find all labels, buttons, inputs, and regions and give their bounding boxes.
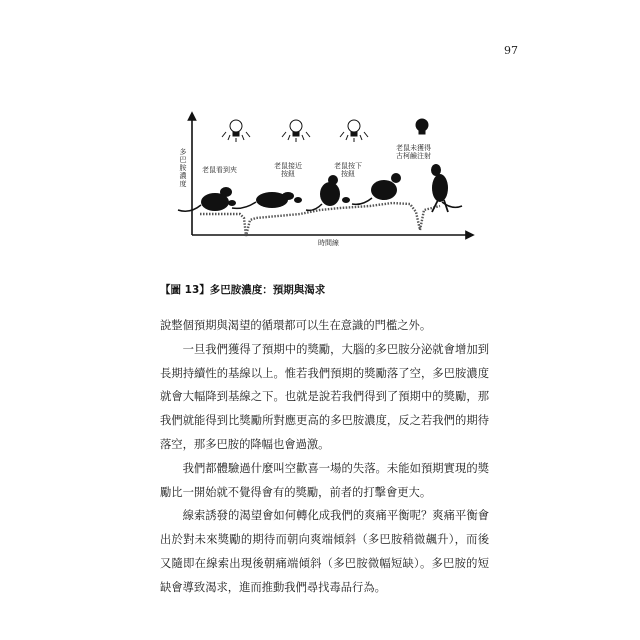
bulb-icon-4-dark <box>416 119 428 134</box>
event-label-1: 老鼠看到夾 <box>202 166 237 174</box>
rat-silhouette-3 <box>306 175 350 210</box>
paragraph: 一旦我們獲得了預期中的獎勵，大腦的多巴胺分泌就會增加到長期持續性的基線以上。惟若我們預期的獎勵落了空，多巴胺濃度就會大幅降到基線之下。也就是說若我們得到了預期中的獎勵，那我們就能得到比獎勵所對應更高的多巴胺濃度，反之若我們的期待落空，那多巴胺的降幅也會過激。 <box>160 342 489 451</box>
paragraph: 我們都體驗過什麼叫空歡喜一場的失落。未能如預期實現的獎勵比一開始就不覺得會有的獎勵，前者的打擊會更大。 <box>160 461 489 499</box>
event-label-2: 老鼠接近 按鈕 <box>274 162 302 178</box>
paragraph: 說整個預期與渴望的循環都可以生在意識的門檻之外。 <box>160 319 432 332</box>
dopamine-figure <box>170 110 480 260</box>
page-number: 97 <box>504 44 518 57</box>
bulb-icon-2 <box>282 120 310 142</box>
y-axis-label: 多巴胺濃度 <box>179 148 187 188</box>
rat-silhouette-2 <box>232 192 302 208</box>
body-text <box>160 314 489 600</box>
rat-silhouette-5 <box>431 164 462 212</box>
figure-caption: 【圖 13】多巴胺濃度：預期與渴求 <box>160 284 326 296</box>
event-label-4: 老鼠未獲得 古柯鹼注射 <box>396 144 431 160</box>
bulb-icon-3 <box>340 120 368 142</box>
event-label-3: 老鼠按下 按鈕 <box>334 162 362 178</box>
x-axis-label: 時間線 <box>318 239 339 247</box>
paragraph: 線索誘發的渴望會如何轉化成我們的爽痛平衡呢？爽痛平衡會出於對未來獎勵的期待而朝向爽端傾斜（多巴胺稍微飆升），而後又隨即在線索出現後朝痛端傾斜（多巴胺微幅短缺）。多巴胺的短缺會導致渴求，進而推動我們尋找毒品行為。 <box>160 509 489 594</box>
rat-silhouette-1 <box>178 187 236 211</box>
bulb-icon-1 <box>222 120 250 142</box>
